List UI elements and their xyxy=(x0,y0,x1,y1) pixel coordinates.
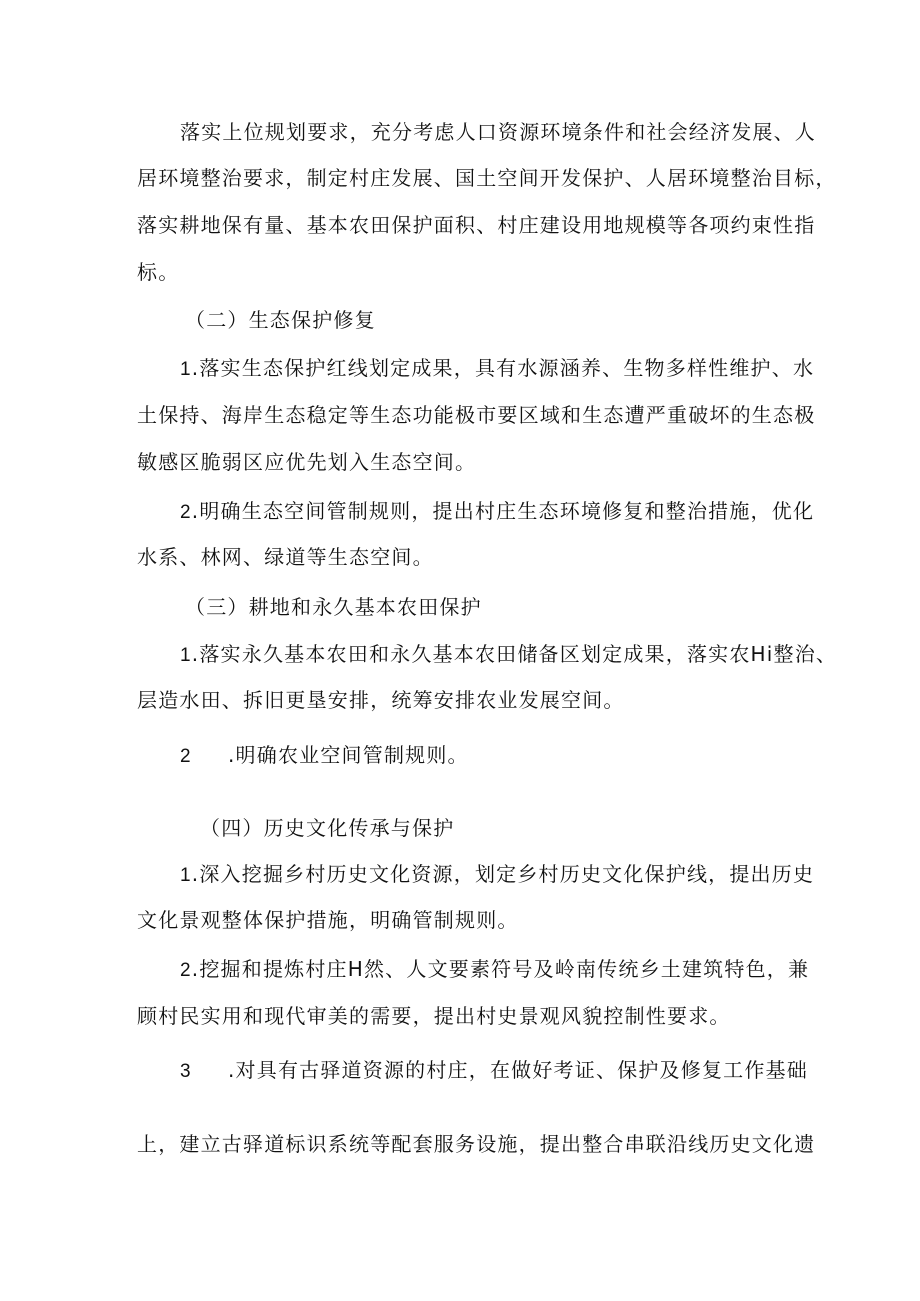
list-item xyxy=(180,955,809,985)
text-line: 上，建立古驿道标识系统等配套服务设施，提出整合串联沿线历史文化遗 xyxy=(137,1132,816,1156)
item-text: .落实生态保护红线划定成果，具有水源涵养、生物多样性维护、水 xyxy=(191,356,815,380)
section-heading: （三）耕地和永久基本农田保护 xyxy=(185,595,482,619)
item-number: 3 xyxy=(180,1061,192,1082)
item-text: .挖掘和提炼村庄H然、人文要素符号及岭南传统乡土建筑特色，兼 xyxy=(191,957,810,981)
item-text: .深入挖掘乡村历史文化资源，划定乡村历史文化保护线，提出历史 xyxy=(191,862,815,886)
text-line: 标。 xyxy=(137,260,180,284)
item-text: .明确农业空间管制规则。 xyxy=(228,743,469,767)
item-number: 2 xyxy=(180,746,192,767)
list-item xyxy=(180,1056,808,1086)
item-text: .对具有古驿道资源的村庄，在做好考证、保护及修复工作基础 xyxy=(228,1058,808,1082)
text-line: 顾村民实用和现代审美的需要，提出村史景观风貌控制性要求。 xyxy=(137,1004,731,1028)
section-heading: （四）历史文化传承与保护 xyxy=(200,816,455,840)
list-item xyxy=(180,860,814,890)
text-line: 土保持、海岸生态稳定等生态功能极市要区域和生态遭严重破坏的生态极 xyxy=(137,403,816,427)
section-heading: （二）生态保护修复 xyxy=(185,308,376,332)
list-item xyxy=(180,640,837,670)
text-line: 落实上位规划要求，充分考虑人口资源环境条件和社会经济发展、人 xyxy=(180,120,816,144)
list-item xyxy=(180,497,814,527)
text-line: 水系、林网、绿道等生态空间。 xyxy=(137,545,434,569)
text-line: 居环境整治要求，制定村庄发展、国土空间开发保护、人居环境整治目标， xyxy=(137,166,837,190)
text-line: 落实耕地保有量、基本农田保护面积、村庄建设用地规模等各项约束性指 xyxy=(137,213,816,237)
item-number: 2 xyxy=(180,502,192,523)
item-number: 2 xyxy=(180,960,192,981)
item-text: .明确生态空间管制规则，提出村庄生态环境修复和整治措施，优化 xyxy=(191,499,815,523)
list-item xyxy=(180,741,469,771)
text-line: 层造水田、拆旧更垦安排，统筹安排农业发展空间。 xyxy=(137,688,625,712)
text-line: 文化景观整体保护措施，明确管制规则。 xyxy=(137,908,519,932)
list-item xyxy=(180,354,814,384)
item-number: 1 xyxy=(180,865,192,886)
item-number: 1 xyxy=(180,359,192,380)
item-text: .落实永久基本农田和永久基本农田储备区划定成果，落实农Hi整治、 xyxy=(191,642,838,666)
item-number: 1 xyxy=(180,645,192,666)
text-line: 敏感区脆弱区应优先划入生态空间。 xyxy=(137,450,477,474)
